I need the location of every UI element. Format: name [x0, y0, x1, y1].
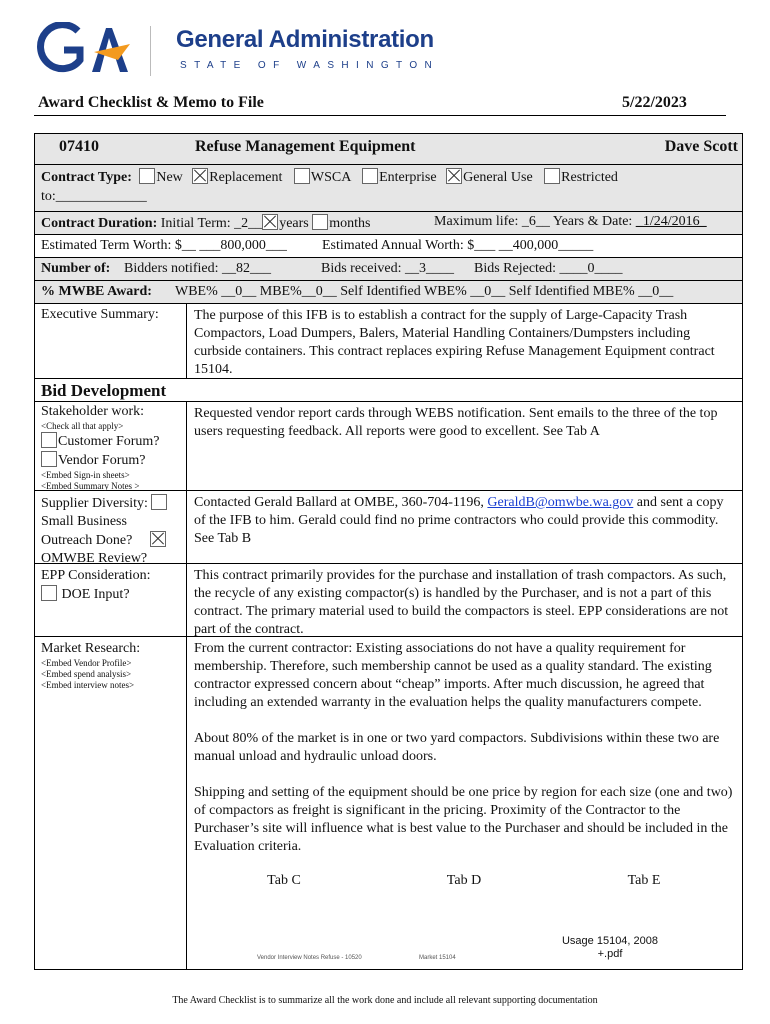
checkbox-years[interactable]	[262, 214, 278, 230]
option-new: New	[156, 170, 183, 185]
tab-c-attachment[interactable]: Tab C	[267, 873, 301, 888]
market-label: Market Research:	[41, 641, 141, 656]
vendor-forum-label: Vendor Forum?	[58, 453, 146, 468]
duration-row	[35, 212, 742, 235]
bids-received: Bids received: __3____	[321, 261, 454, 276]
stakeholder-row	[35, 402, 742, 491]
mwbe-label: % MWBE Award:	[41, 284, 152, 299]
checkbox-vendor-forum[interactable]	[41, 451, 57, 467]
contract-type-row	[35, 165, 742, 212]
checklist-form	[34, 133, 743, 970]
footer-note: The Award Checklist is to summarize all the work done and include all relevant supporting documentation	[172, 995, 598, 1006]
omwbe-review-label: OMWBE Review?	[41, 551, 148, 566]
worth-row	[35, 235, 742, 258]
initial-term: Initial Term: _2__	[160, 216, 263, 231]
summary-row	[35, 304, 742, 379]
checkbox-outreach[interactable]	[150, 531, 166, 547]
option-enterprise: Enterprise	[379, 170, 437, 185]
option-wsca: WSCA	[310, 170, 351, 185]
market-paragraph-1: From the current contractor: Existing associations do not have a quality requirement for membership. Therefore, such membership cannot be used as a quality standard. The existing contractor expressed concern about “cheap” imports. After much discussion, he agreed that including an extended warranty in the evaluation helps the quality manufacturers compete.	[194, 641, 712, 710]
embed-summary-notes[interactable]: <Embed Summary Notes >	[41, 481, 140, 491]
mwbe-row	[35, 281, 742, 304]
checkbox-enterprise[interactable]	[362, 168, 378, 184]
email-link[interactable]: GeraldB@omwbe.wa.gov	[487, 495, 634, 510]
checkbox-new[interactable]	[139, 168, 155, 184]
checkbox-general-use[interactable]	[446, 168, 462, 184]
small-business-label: Small Business	[41, 514, 127, 529]
stakeholder-hint: <Check all that apply>	[41, 421, 124, 431]
doc-date: 5/22/2023	[622, 94, 687, 111]
years-label: years	[279, 216, 309, 231]
embed-vendor-profile[interactable]: <Embed Vendor Profile>	[41, 658, 132, 668]
contract-number: 07410	[59, 138, 99, 155]
summary-label: Executive Summary:	[35, 304, 187, 378]
org-name: General Administration	[176, 26, 434, 53]
bid-development-heading: Bid Development	[35, 379, 742, 402]
doc-title: Award Checklist & Memo to File	[38, 94, 264, 111]
summary-text: The purpose of this IFB is to establish a contract for the supply of Large-Capacity Trash Compactors, Load Dumpers, Balers, Material Handling Containers/Dumpsters including curbside containers. This contract replaces expiring Refuse Management Equipment contract 15104.	[194, 308, 715, 377]
customer-forum-label: Customer Forum?	[58, 434, 160, 449]
stakeholder-label: Stakeholder work:	[41, 404, 145, 419]
months-label: months	[329, 216, 371, 231]
attachment-usage-pdf[interactable]: Usage 15104, 2008 +.pdf	[561, 935, 659, 960]
epp-row	[35, 564, 742, 637]
term-worth: Estimated Term Worth: $__ ___800,000___	[41, 238, 287, 253]
checkbox-diversity[interactable]	[151, 494, 167, 510]
epp-label: EPP Consideration:	[41, 568, 151, 583]
embed-spend-analysis[interactable]: <Embed spend analysis>	[41, 669, 132, 679]
option-replacement: Replacement	[209, 170, 283, 185]
contract-type-label: Contract Type:	[41, 170, 132, 185]
checkbox-wsca[interactable]	[294, 168, 310, 184]
doe-input-label: DOE Input?	[61, 587, 130, 602]
attachment-market[interactable]: Market 15104	[419, 955, 456, 961]
org-subtitle: STATE OF WASHINGTON	[180, 60, 440, 71]
checkbox-replacement[interactable]	[192, 168, 208, 184]
diversity-row	[35, 491, 742, 564]
attachment-interview-notes[interactable]: Vendor Interview Notes Refuse - 10520	[257, 955, 362, 961]
checkbox-customer-forum[interactable]	[41, 432, 57, 448]
diversity-text-b: and sent a copy of the IFB to him. Gerald could find no prime contractors who could provide this commodity. See Tab B	[194, 495, 724, 546]
header-row	[35, 134, 742, 165]
diversity-text	[187, 491, 742, 563]
tab-e-attachment[interactable]: Tab E	[627, 873, 661, 888]
checkbox-restricted[interactable]	[544, 168, 560, 184]
stakeholder-text: Requested vendor report cards through WEBS notification. Sent emails to the three of the top users requesting feedback. All reports were good to excellent. See Tab A	[194, 406, 718, 439]
outreach-label: Outreach Done?	[41, 533, 133, 548]
ga-logo	[34, 22, 134, 81]
market-paragraph-2: About 80% of the market is in one or two yard compactors. Subdivisions within these two are manual unload and hydraulic unload doors.	[194, 731, 720, 764]
contract-title: Refuse Management Equipment	[195, 138, 416, 155]
epp-text: This contract primarily provides for the purchase and installation of trash compactors. As such, the recycle of any existing compactor(s) is handled by the Purchaser, and is not a part of this contract. The primary material used to build the compactors is steel. EPP considerations are not part of the contract.	[194, 568, 729, 637]
embed-interview-notes[interactable]: <Embed interview notes>	[41, 680, 135, 690]
checkbox-months[interactable]	[312, 214, 328, 230]
title-rule	[34, 115, 726, 116]
tab-d-attachment[interactable]: Tab D	[446, 873, 482, 888]
diversity-text-a: Contacted Gerald Ballard at OMBE, 360-704-1196,	[194, 495, 488, 510]
embed-signin[interactable]: <Embed Sign-in sheets>	[41, 470, 130, 480]
max-life: Maximum life: _6__ Years & Date:	[434, 214, 633, 229]
contract-owner: Dave Scott	[664, 138, 738, 155]
duration-label: Contract Duration:	[41, 216, 158, 231]
annual-worth: Estimated Annual Worth: $___ __400,000_____	[322, 238, 594, 253]
logo-divider	[150, 26, 151, 76]
bids-rejected: Bids Rejected: ____0____	[474, 261, 623, 276]
option-restricted: Restricted	[561, 170, 618, 185]
bids-label: Number of:	[41, 261, 111, 276]
bids-row	[35, 258, 742, 281]
market-paragraph-3: Shipping and setting of the equipment should be one price by region for each size (one and two) of compactors as freight is significant in the pricing. Proximity of the Contractor to the Purchaser’s site will influence what is best value to the Purchaser and should be included in the Evaluation criteria.	[194, 785, 733, 854]
bidders-notified: Bidders notified: __82___	[124, 261, 271, 276]
checkbox-doe[interactable]	[41, 585, 57, 601]
mwbe-values: WBE% __0__ MBE%__0__ Self Identified WBE% __0__ Self Identified MBE% __0__	[175, 284, 674, 299]
max-life-date: _1/24/2016_	[635, 214, 707, 229]
diversity-label: Supplier Diversity:	[41, 496, 148, 511]
option-general-use: General Use	[463, 170, 533, 185]
to-line: to:_____________	[41, 189, 147, 204]
market-row	[35, 637, 742, 969]
